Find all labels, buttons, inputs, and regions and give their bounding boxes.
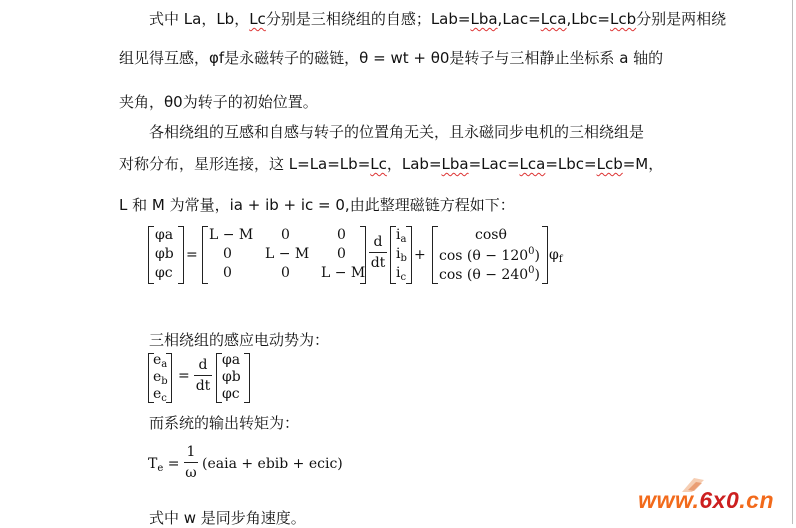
derivative-numerator: d [198, 357, 208, 373]
torque-symbol [148, 456, 179, 474]
derivative [369, 234, 387, 271]
text-line-8: 而系统的输出转矩为： [149, 414, 300, 432]
spellcheck-word: Lba [441, 155, 469, 173]
fraction-bar [369, 252, 387, 253]
plus-sign: + [414, 247, 426, 263]
text-span: , [497, 10, 503, 28]
fraction-denominator: ω [185, 465, 197, 481]
matrix-cell: φb [222, 369, 241, 385]
text-line-7: 三相绕组的感应电动势为： [149, 331, 330, 349]
cell-main: e [153, 352, 162, 368]
cell-subscript: f [558, 254, 563, 265]
watermark [638, 487, 774, 514]
text-line-2: 组见得互感，φf是永磁转子的磁链，θ = wt + θ0是转子与三相静止坐标系 a 轴的 [119, 49, 664, 67]
cell-main: φ [549, 247, 559, 263]
cell-main: T [148, 456, 158, 472]
cell-superscript: 0 [528, 265, 535, 276]
watermark-number: 6x0 [699, 487, 740, 513]
inductance-matrix [202, 226, 366, 284]
emf-vector [148, 353, 172, 403]
matrix-cell: L − M [265, 246, 310, 262]
cell-main: i [396, 265, 401, 281]
spellcheck-word: Lc [249, 10, 266, 28]
matrix-cell [396, 265, 406, 283]
fraction [184, 444, 198, 481]
matrix-cell: φc [222, 386, 240, 402]
text-line-5 [119, 153, 663, 174]
watermark-suffix: .cn [739, 487, 774, 513]
text-span: Lac= [502, 10, 541, 28]
flux-vector [148, 226, 184, 284]
matrix-cell: $\cos (\theta - 120^0)$ [439, 246, 540, 264]
matrix-cell: 0 [281, 265, 290, 281]
text-span: 分别是两相绕 [636, 10, 727, 28]
cell-subscript: e [157, 463, 164, 474]
equals-sign: = [163, 456, 180, 472]
text-span: =M， [622, 155, 664, 173]
fraction-bar [184, 462, 198, 463]
cell-subscript: a [400, 234, 407, 245]
matrix-cell: $\cos (\theta - 240^0)$ [439, 265, 540, 283]
spellcheck-word: Lba [470, 10, 498, 28]
matrix-cell: 0 [223, 246, 232, 262]
cell-main: cos (θ − 120 [439, 248, 529, 264]
spellcheck-word: Lc [370, 155, 387, 173]
text-span: , [566, 10, 572, 28]
matrix-cell [153, 386, 167, 404]
matrix-cell: φc [155, 265, 173, 281]
cell-subscript: b [400, 253, 407, 264]
text-line-3: 夹角，θ0为转子的初始位置。 [119, 93, 318, 111]
matrix-cell: 0 [281, 227, 290, 243]
matrix-cell: φa [222, 352, 241, 368]
text-line-1 [149, 8, 726, 29]
matrix-cell: L − M [321, 265, 366, 281]
text-span: ，Lab= [386, 155, 442, 173]
derivative-denominator: dt [370, 255, 386, 271]
text-line-6: L 和 M 为常量，ia + ib + ic = 0,由此整理磁链方程如下： [119, 196, 515, 214]
derivative [194, 357, 212, 394]
matrix-cell [396, 227, 406, 245]
fraction-bar [194, 375, 212, 376]
matrix-cell [396, 246, 407, 264]
equals-sign: = [178, 368, 190, 384]
derivative-denominator: dt [195, 378, 211, 394]
cell-main: e [153, 369, 162, 385]
derivative-numerator: d [373, 234, 383, 250]
cell-subscript: c [400, 272, 407, 283]
text-span: 分别是三相绕组的自感； [265, 10, 431, 28]
cell-subscript: b [161, 376, 168, 387]
matrix-cell: cosθ [475, 227, 507, 243]
spellcheck-word: Lcb [609, 10, 637, 28]
matrix-cell: 0 [223, 265, 232, 281]
text-span: 对称分布，星形连接，这 L=La=Lb= [119, 155, 371, 173]
flux-vector [216, 353, 250, 403]
spellcheck-word: Lca [519, 155, 546, 173]
watermark-prefix: www. [638, 487, 700, 513]
matrix-cell: φa [155, 227, 174, 243]
text-line-4: 各相绕组的互感和自感与转子的位置角无关，且永磁同步电机的三相绕组是 [149, 123, 645, 141]
text-span: =Lac= [468, 155, 520, 173]
text-line-9: 式中 w 是同步角速度。 [149, 509, 306, 527]
spellcheck-word: Lca [540, 10, 567, 28]
cosine-vector [432, 226, 548, 284]
matrix-cell: 0 [337, 246, 346, 262]
current-vector [390, 226, 412, 284]
cell-main: i [396, 246, 401, 262]
matrix-cell: φb [155, 246, 174, 262]
cell-main: e [153, 386, 162, 402]
torque-expression: (eaia + ebib + ecic) [202, 456, 343, 472]
cell-main: cos (θ − 240 [439, 267, 529, 283]
cell-superscript: 0 [528, 246, 535, 257]
cell-subscript: a [161, 359, 168, 370]
matrix-cell: L − M [209, 227, 254, 243]
matrix-cell [153, 352, 167, 370]
matrix-cell: 0 [337, 227, 346, 243]
text-span: 式中 La，Lb， [149, 10, 250, 28]
spellcheck-word: Lcb [596, 155, 623, 173]
cell-main: i [396, 227, 401, 243]
text-span: Lab= [430, 10, 471, 28]
matrix-cell [153, 369, 168, 387]
equals-sign: = [186, 247, 198, 263]
phi-f [549, 247, 563, 265]
fraction-numerator: 1 [186, 444, 196, 460]
cell-subscript: c [161, 393, 167, 404]
text-span: Lbc= [571, 10, 610, 28]
text-span: =Lbc= [545, 155, 597, 173]
